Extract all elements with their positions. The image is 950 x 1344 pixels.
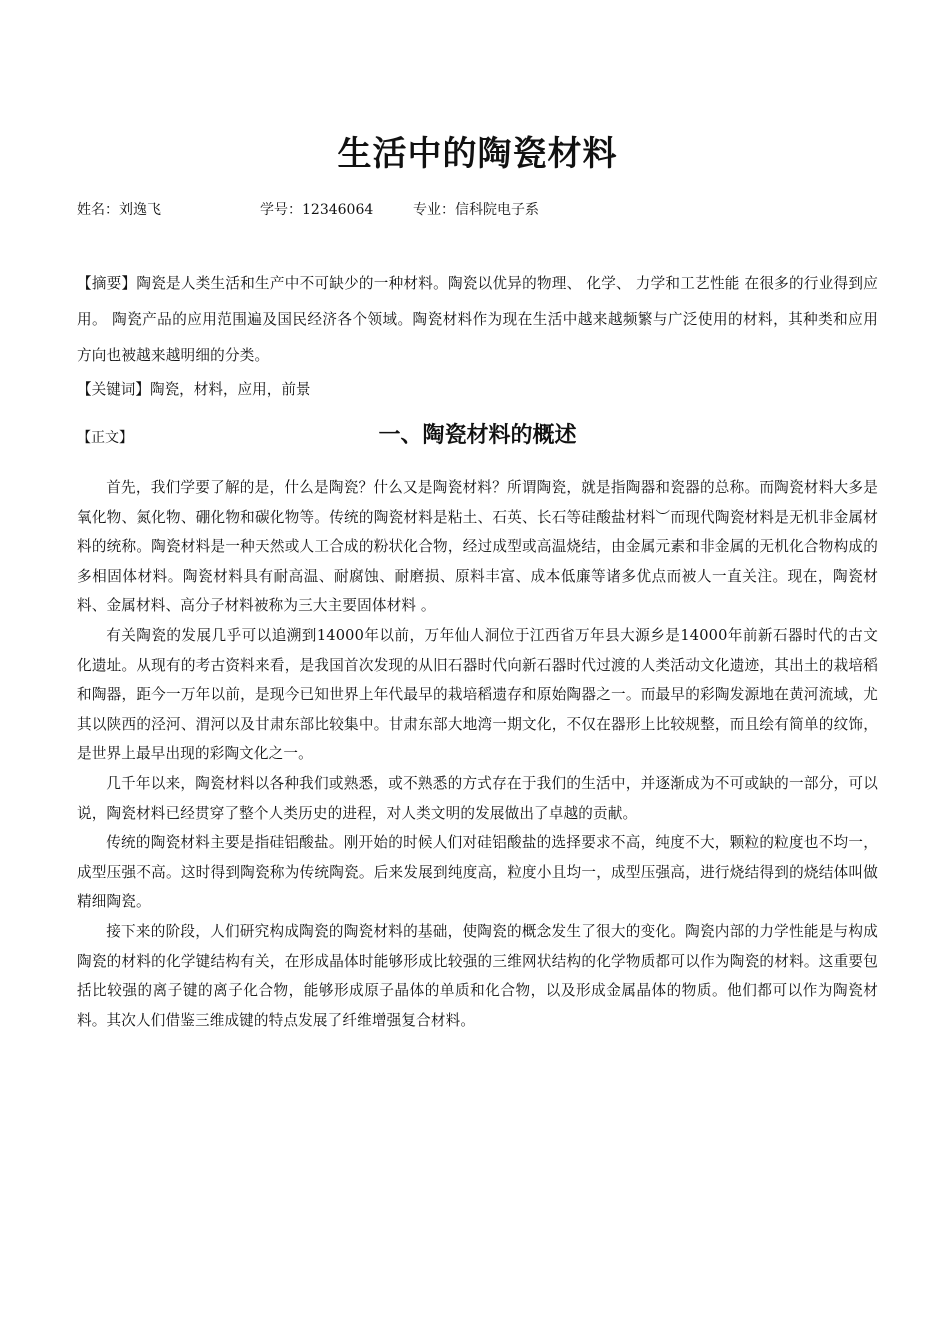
- keywords: 【关键词】陶瓷，材料，应用，前景: [77, 381, 311, 398]
- abstract: 【摘要】陶瓷是人类生活和生产中不可缺少的一种材料。陶瓷以优异的物理、 化学、 力学和工艺性能 在很多的行业得到应用。 陶瓷产品的应用范围遍及国民经济各个领域。陶瓷材料作为现在生活中越来越频繁与广泛使用的材料，其种类和应用方向也被越来越明细的分类。: [77, 275, 878, 364]
- paragraph: 传统的陶瓷材料主要是指硅铝酸盐。刚开始的时候人们对硅铝酸盐的选择要求不高，纯度不大，颗粒的粒度也不均一，成型压强不高。这时得到陶瓷称为传统陶瓷。后来发展到纯度高，粒度小且均一，成型压强高，进行烧结得到的烧结体叫做精细陶瓷。: [77, 834, 878, 911]
- body-label: 【正文】: [77, 430, 133, 446]
- author-major: 专业：信科院电子系: [413, 202, 539, 218]
- paragraph: 有关陶瓷的发展几乎可以追溯到14000年以前，万年仙人洞位于江西省万年县大源乡是14000年前新石器时代的古文化遗址。从现有的考古资料来看，是我国首次发现的从旧石器时代向新石器时代过渡的人类活动文化遗迹，其出土的栽培稻和陶器，距今一万年以前，是现今已知世界上年代最早的栽培稻遗存和原始陶器之一。而最早的彩陶发源地在黄河流域，尤其以陕西的泾河、渭河以及甘肃东部比较集中。甘肃东部大地湾一期文化，不仅在器形上比较规整，而且绘有简单的纹饰，是世界上最早出现的彩陶文化之一。: [77, 626, 878, 763]
- paragraph: 几千年以来，陶瓷材料以各种我们或熟悉，或不熟悉的方式存在于我们的生活中，并逐渐成为不可或缺的一部分，可以说，陶瓷材料已经贯穿了整个人类历史的进程，对人类文明的发展做出了卓越的贡献。: [77, 774, 878, 822]
- author-name: 姓名：刘逸飞: [77, 202, 161, 218]
- author-info: [77, 198, 878, 222]
- section-heading: 一、陶瓷材料的概述: [378, 423, 577, 448]
- body-text: [77, 473, 878, 1035]
- student-id: 学号：12346064: [260, 202, 374, 218]
- document-title: 生活中的陶瓷材料: [337, 134, 618, 174]
- paragraph: 接下来的阶段，人们研究构成陶瓷的陶瓷材料的基础，使陶瓷的概念发生了很大的变化。陶瓷内部的力学性能是与构成陶瓷的材料的化学键结构有关，在形成晶体时能够形成比较强的三维网状结构的化学物质都可以作为陶瓷的材料。这重要包括比较强的离子键的离子化合物，能够形成原子晶体的单质和化合物，以及形成金属晶体的物质。他们都可以作为陶瓷材料。其次人们借鉴三维成键的特点发展了纤维增强复合材料。: [77, 922, 878, 1029]
- paragraph: 首先，我们学要了解的是，什么是陶瓷？什么又是陶瓷材料？所谓陶瓷，就是指陶器和瓷器的总称。而陶瓷材料大多是氧化物、氮化物、硼化物和碳化物等。传统的陶瓷材料是粘土、石英、长石等硅酸盐材料︶而现代陶瓷材料是无机非金属材料的统称。陶瓷材料是一种天然或人工合成的粉状化合物，经过成型或高温烧结，由金属元素和非金属的无机化合物构成的多相固体材料。陶瓷材料具有耐高温、耐腐蚀、耐磨损、原料丰富、成本低廉等诸多优点而被人一直关注。现在，陶瓷材料、金属材料、高分子材料被称为三大主要固体材料 。: [77, 479, 878, 615]
